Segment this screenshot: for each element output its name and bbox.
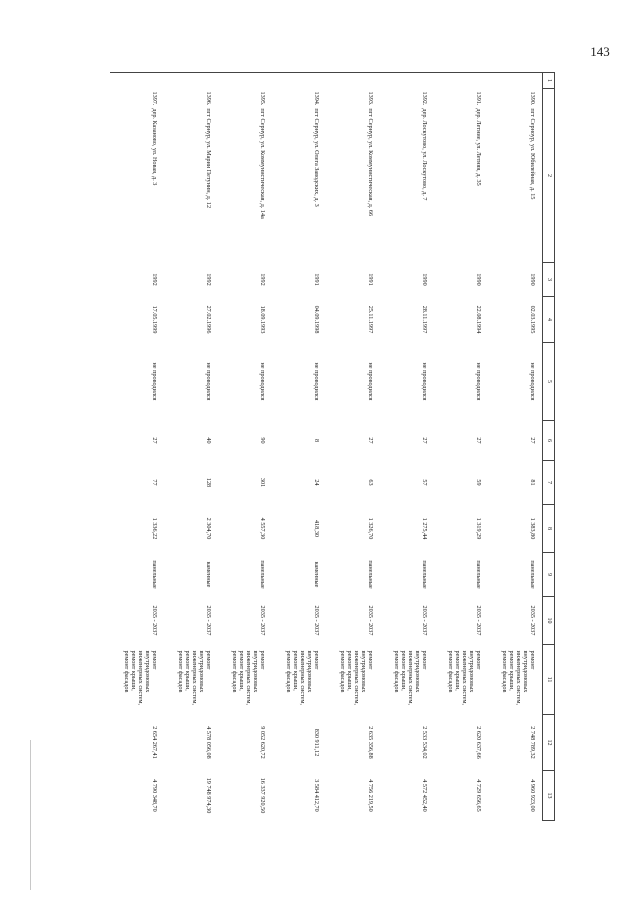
table-row [488,73,543,821]
work-item: инженерных систем, [515,650,522,706]
construction-year-cell: 1992 [151,273,158,286]
work-item: внутридомовых [144,650,151,693]
address-cell [164,89,218,263]
works-list-cell [326,645,380,715]
address-cell [488,89,543,263]
date-cell: 28.11.1997 [421,305,428,334]
row-margin-cell [326,73,380,89]
work-item: ремонт [151,650,158,670]
rotated-table-wrapper [115,72,555,820]
work-item: инженерных систем, [407,650,414,706]
address-text: пгт Сернур, ул. Коммунистическая, д. 66 [367,108,374,217]
works-list-cell [110,645,164,715]
cost-cell: 830 911,12 [313,728,320,757]
column-6-cell: 27 [367,437,374,444]
column-7-cell: 59 [475,479,482,486]
row-index: 1394. [313,91,320,106]
column-number-header: 11 [543,645,555,715]
column-7-cell: 77 [151,479,158,486]
scan-artifact-line [30,740,31,890]
works-list-cell [488,645,543,715]
column-number-header: 7 [543,461,555,505]
table-row [434,73,488,821]
total-cost-cell: 4 729 656,65 [475,779,482,812]
repair-period-cell: 2035 - 2037 [421,605,428,636]
work-item: ремонт крыши, [130,650,137,691]
row-index: 1390. [529,91,536,106]
column-number-header: 2 [543,89,555,263]
repair-status-cell: не проводился [421,362,428,401]
table-row [326,73,380,821]
repair-period-cell: 2035 - 2037 [259,605,266,636]
cost-cell: 2 533 534,02 [421,726,428,759]
work-item: ремонт фасадов [447,650,454,693]
wall-material-cell: панельные [421,560,428,589]
work-item: инженерных систем, [461,650,468,706]
column-number-header: 10 [543,597,555,645]
repair-status-cell: не проводился [367,362,374,401]
wall-material-cell: каменные [205,561,212,588]
address-text: пгт Сернур, ул. Олега Заводских, д. 3 [313,108,320,207]
cost-cell: 9 052 620,72 [259,726,266,759]
table-row [218,73,272,821]
row-margin-cell [218,73,272,89]
row-margin-cell [380,73,434,89]
address-text: пгт Серноур, ул. Юбилейная, д. 15 [529,108,536,200]
table-row [272,73,326,821]
column-number-header: 8 [543,505,555,553]
repair-period-cell: 2035 - 2037 [151,605,158,636]
column-number-header: 4 [543,297,555,343]
column-6-cell: 40 [205,437,212,444]
work-item: ремонт крыши, [508,650,515,691]
column-number-header: 9 [543,553,555,597]
work-item: инженерных систем, [353,650,360,706]
column-6-cell: 27 [529,437,536,444]
column-6-cell: 27 [421,437,428,444]
row-margin-cell [164,73,218,89]
work-item: внутридомовых [252,650,259,693]
work-item: ремонт [205,650,212,670]
works-list-cell [380,645,434,715]
date-cell: 04.09.1998 [313,305,320,334]
column-number-header: 5 [543,343,555,421]
address-text: дер. Лоскутово, ул. Лоскутово, д. 7 [421,108,428,201]
work-item: инженерных систем, [191,650,198,706]
work-item: внутридомовых [306,650,313,693]
construction-year-cell: 1990 [475,273,482,286]
table-row [164,73,218,821]
row-margin-cell [272,73,326,89]
total-cost-cell: 16 337 920,50 [259,777,266,814]
construction-year-cell: 1990 [529,273,536,286]
repair-period-cell: 2035 - 2037 [529,605,536,636]
work-item: ремонт фасадов [123,650,130,693]
area-cell: 418,30 [313,519,320,537]
repair-period-cell: 2035 - 2037 [313,605,320,636]
total-cost-cell: 3 584 412,70 [313,779,320,812]
total-cost-cell: 4 960 923,00 [529,779,536,812]
column-number-header: 3 [543,263,555,297]
column-number-header-row [543,73,555,821]
address-cell [110,89,164,263]
column-7-cell: 63 [367,479,374,486]
works-list-cell [218,645,272,715]
work-item: ремонт фасадов [501,650,508,693]
wall-material-cell: панельные [529,560,536,589]
repair-status-cell: не проводился [205,362,212,401]
repair-period-cell: 2035 - 2037 [367,605,374,636]
column-6-cell: 27 [475,437,482,444]
work-item: ремонт [313,650,320,670]
work-item: ремонт крыши, [454,650,461,691]
total-cost-cell: 4 572 452,40 [421,779,428,812]
address-text: дер. Казаново, ул. Новая, д. 3 [151,108,158,186]
date-cell: 25.11.1997 [367,305,374,334]
column-number-header: 12 [543,715,555,771]
work-item: ремонт фасадов [393,650,400,693]
work-item: ремонт крыши, [292,650,299,691]
row-index: 1397. [151,91,158,106]
wall-material-cell: панельные [151,560,158,589]
work-item: внутридомовых [198,650,205,693]
works-list-cell [434,645,488,715]
construction-year-cell: 1992 [205,273,212,286]
wall-material-cell: каменные [313,561,320,588]
table-row [110,73,164,821]
work-item: ремонт фасадов [177,650,184,693]
address-cell [272,89,326,263]
address-cell [434,89,488,263]
work-item: ремонт крыши, [346,650,353,691]
total-cost-cell: 4 790 348,70 [151,779,158,812]
works-list-cell [272,645,326,715]
work-item: ремонт [529,650,536,670]
row-margin-cell [488,73,543,89]
date-cell: 18.09.1993 [259,305,266,334]
work-item: ремонт фасадов [339,650,346,693]
work-item: внутридомовых [522,650,529,693]
column-6-cell: 8 [313,438,320,443]
work-item: ремонт [421,650,428,670]
row-index: 1396. [205,91,212,106]
repair-period-cell: 2035 - 2037 [205,605,212,636]
column-7-cell: 128 [205,477,212,488]
address-cell [326,89,380,263]
column-number-header: 13 [543,771,555,821]
area-cell: 1 275,44 [421,517,428,540]
work-item: внутридомовых [360,650,367,693]
wall-material-cell: панельные [259,560,266,589]
area-cell: 4 557,30 [259,517,266,540]
area-cell: 1 326,70 [367,517,374,540]
work-item: ремонт крыши, [400,650,407,691]
repair-status-cell: не проводился [259,362,266,401]
address-cell [218,89,272,263]
column-7-cell: 81 [529,479,536,486]
work-item: внутридомовых [414,650,421,693]
row-index: 1395. [259,91,266,106]
area-cell: 2 304,70 [205,517,212,540]
cost-cell: 2 748 789,32 [529,726,536,759]
row-margin-cell [110,73,164,89]
column-7-cell: 24 [313,479,320,486]
column-number-header: 1 [543,73,555,89]
register-body [110,73,543,821]
area-cell: 1 383,80 [529,517,536,540]
date-cell: 17.05.1999 [151,305,158,334]
total-cost-cell: 19 748 974,30 [205,777,212,814]
row-index: 1391. [475,91,482,106]
work-item: инженерных систем, [299,650,306,706]
work-item: ремонт крыши, [184,650,191,691]
work-item: инженерных систем, [245,650,252,706]
repair-status-cell: не проводился [475,362,482,401]
column-7-cell: 57 [421,479,428,486]
cost-cell: 4 578 056,08 [205,726,212,759]
page-number: 143 [590,44,610,59]
table-row [380,73,434,821]
repair-status-cell: не проводился [313,362,320,401]
housing-register-table [110,72,555,821]
address-cell [380,89,434,263]
work-item: ремонт крыши, [238,650,245,691]
wall-material-cell: панельные [367,560,374,589]
work-item: ремонт фасадов [285,650,292,693]
work-item: ремонт [475,650,482,670]
address-text: дер. Летние, ул. Летняя, д. 35 [475,108,482,186]
wall-material-cell: панельные [475,560,482,589]
work-item: ремонт [259,650,266,670]
repair-status-cell: не проводился [151,362,158,401]
row-index: 1392. [421,91,428,106]
address-text: пгт Сернур, ул. Коммунистическая, д. 14а [259,108,266,219]
work-item: инженерных систем, [137,650,144,706]
column-7-cell: 301 [259,477,266,488]
column-6-cell: 27 [151,437,158,444]
address-text: пгт Сернур, ул. Марии Петунин, д. 12 [205,108,212,209]
row-index: 1393. [367,91,374,106]
date-cell: 02.03.1995 [529,305,536,334]
total-cost-cell: 4 756 219,50 [367,779,374,812]
date-cell: 22.08.1994 [475,305,482,334]
construction-year-cell: 1991 [367,273,374,286]
construction-year-cell: 1992 [259,273,266,286]
cost-cell: 2 620 637,66 [475,726,482,759]
works-list-cell [164,645,218,715]
row-margin-cell [434,73,488,89]
cost-cell: 2 654 267,41 [151,726,158,759]
work-item: ремонт [367,650,374,670]
construction-year-cell: 1990 [421,273,428,286]
repair-status-cell: не проводился [529,362,536,401]
area-cell: 1 336,22 [151,517,158,540]
work-item: ремонт фасадов [231,650,238,693]
area-cell: 1 319,29 [475,517,482,540]
work-item: внутридомовых [468,650,475,693]
construction-year-cell: 1991 [313,273,320,286]
date-cell: 27.02.1996 [205,305,212,334]
column-6-cell: 90 [259,437,266,444]
repair-period-cell: 2035 - 2037 [475,605,482,636]
column-number-header: 6 [543,421,555,461]
cost-cell: 2 635 356,88 [367,726,374,759]
